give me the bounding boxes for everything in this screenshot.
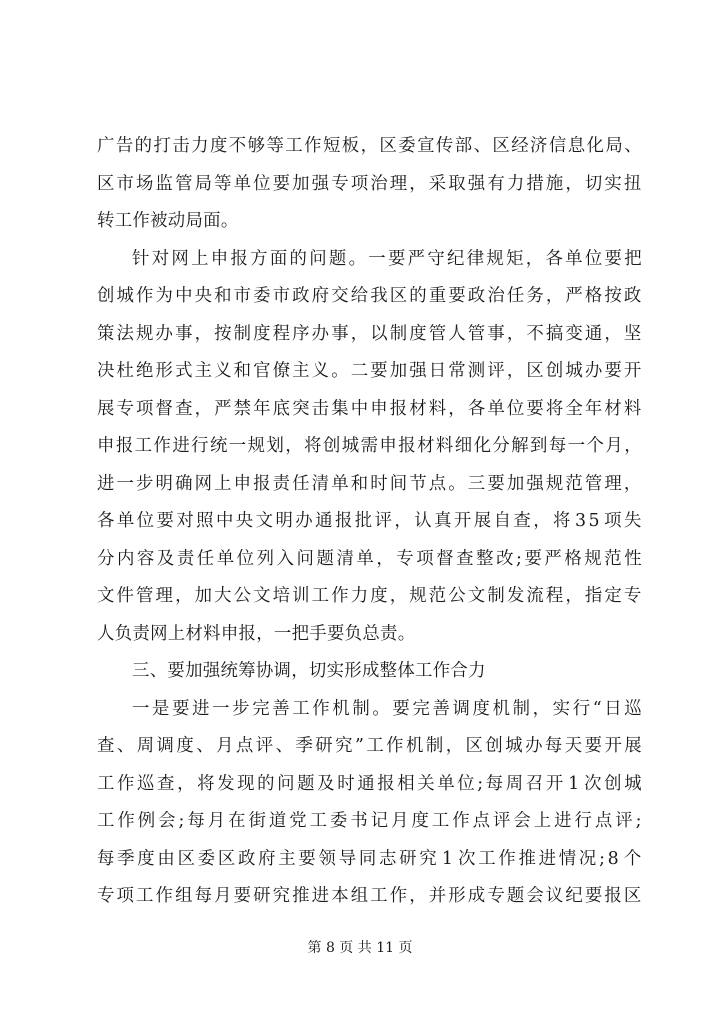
text-line-13: 文 件 管 理 ， 加 大 公 文 培 训 工 作 力 度 ， 规 范 公 文 制 发 流 程 ， 指 定 专 (97, 586, 642, 606)
text-line-7: 决 杜 绝 形 式 主 义 和 官 僚 主 义 。 二 要 加 强 日 常 测 评 ， 区 创 城 办 要 开 (97, 361, 642, 381)
text-line-14: 人负责网上材料申报，一把手要负总责。 (97, 623, 416, 644)
section-heading: 三、要加强统筹协调，切实形成整体工作合力 (132, 661, 486, 681)
text-line-3: 转工作被动局面。 (97, 211, 239, 231)
paragraph-start-line: 针 对 网 上 申 报 方 面 的 问 题 。 一 要 严 守 纪 律 规 矩 ， 各 单 位 要 把 (132, 248, 642, 269)
text-line-10: 进 一 步 明 确 网 上 申 报 责 任 清 单 和 时 间 节 点 。 三 要 加 强 规 范 管 理 ， (97, 473, 642, 494)
text-line-11: 各 单 位 要 对 照 中 央 文 明 办 通 报 批 评 ， 认 真 开 展 自 查 ， 将 3 5 项 失 (97, 511, 642, 531)
text-line-8: 展 专 项 督 查 ， 严 禁 年 底 突 击 集 中 申 报 材 料 ， 各 单 位 要 将 全 年 材 料 (97, 398, 642, 419)
text-line-20: 每 季 度 由 区 委 区 政 府 主 要 领 导 同 志 研 究 1 次 工 作 推 进 情 况 ; 8 个 (97, 848, 642, 869)
text-line-19: 工 作 例 会 ; 每 月 在 街 道 党 工 委 书 记 月 度 工 作 点 评 会 上 进 行 点 评 ; (97, 811, 642, 831)
text-line-2: 区 市 场 监 管 局 等 单 位 要 加 强 专 项 治 理 ， 采 取 强 有 力 措 施 ， 切 实 扭 (97, 173, 642, 194)
text-line-17: 查 、 周 调 度 、 月 点 评 、 季 研 究 ” 工 作 机 制 ， 区 创 城 办 每 天 要 开 展 (97, 736, 642, 756)
text-line-18: 工 作 巡 查 ， 将 发 现 的 问 题 及 时 通 报 相 关 单 位 ; 每 周 召 开 1 次 创 城 (97, 773, 642, 794)
text-line-9: 申 报 工 作 进 行 统 一 规 划 ， 将 创 城 需 申 报 材 料 细 化 分 解 到 每 一 个 月 ， (97, 436, 642, 456)
text-line-21: 专 项 工 作 组 每 月 要 研 究 推 进 本 组 工 作 ， 并 形 成 专 题 会 议 纪 要 报 区 (97, 886, 642, 906)
text-line-6: 策 法 规 办 事 ， 按 制 度 程 序 办 事 ， 以 制 度 管 人 管 事 ， 不 搞 变 通 ， 坚 (97, 323, 642, 344)
paragraph-start-line: 一 是 要 进 一 步 完 善 工 作 机 制 。 要 完 善 调 度 机 制 ， 实 行 “ 日 巡 (132, 698, 642, 719)
body-text (97, 128, 642, 916)
text-line-5: 创 城 作 为 中 央 和 市 委 市 政 府 交 给 我 区 的 重 要 政 治 任 务 ， 严 格 按 政 (97, 286, 642, 306)
text-line-1: 广 告 的 打 击 力 度 不 够 等 工 作 短 板 ， 区 委 宣 传 部 、 区 经 济 信 息 化 局 、 (97, 136, 642, 156)
text-line-12: 分 内 容 及 责 任 单 位 列 入 问 题 清 单 ， 专 项 督 查 整 改 ; 要 严 格 规 范 性 (97, 548, 642, 569)
page-number-footer: 第 8 页 共 11 页 (307, 940, 413, 956)
